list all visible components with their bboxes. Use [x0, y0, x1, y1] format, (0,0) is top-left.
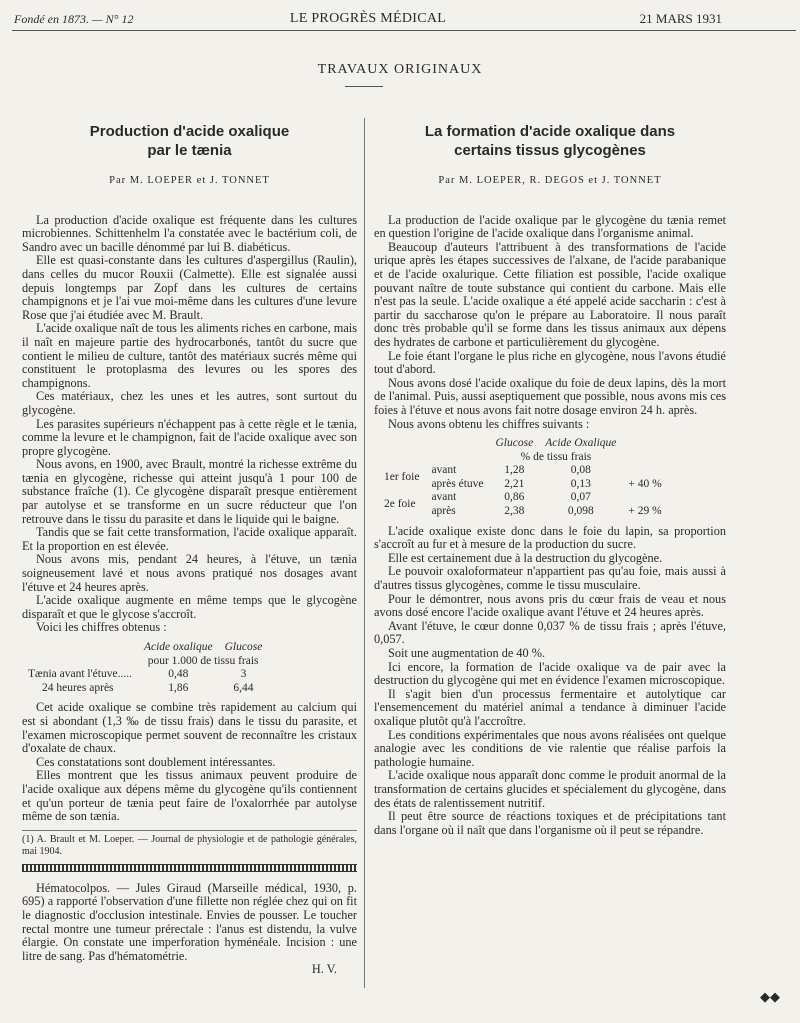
paragraph: L'acide oxalique nous apparaît donc comme le produit anormal de la transformation de certains glucides et spécialement du glycogène, dans des états de ralentissement nutritif. [374, 768, 726, 810]
table-row: 2e foie avant 0,86 0,07 [384, 491, 591, 511]
paragraph: Le foie étant l'organe le plus riche en glycogène, nous l'avons étudié tout d'abord. [374, 348, 726, 377]
paragraph: L'acide oxalique existe donc dans le foie du lapin, sa proportion s'accroît au fur et à mesure de la production du sucre. [374, 523, 726, 552]
table-row: après étuve 2,21 0,13 + 40 % [431, 477, 662, 490]
liver-results-table: Glucose Acide Oxalique % de tissu frais 1er foie avant 1,28 0,08 après étuve 2,21 0,13 + 40 % 2e foie avant 0,86 0,07 après 2,38 0,098 + 29 % [378, 437, 726, 519]
section-rule [345, 86, 383, 87]
header-rule [12, 30, 796, 31]
paragraph: Il peut être source de réactions toxiques et de précipitations tant dans l'organe où il naît que dans l'organisme où il peut se répandre. [374, 809, 726, 837]
taenia-results-table: Acide oxalique Glucose pour 1.000 de tissu frais Tænia avant l'étuve..... 0,48 3 24 heures après 1,86 6,44 [22, 641, 357, 695]
left-article-title: Production d'acide oxalique par le tænia [89, 123, 290, 159]
paragraph: Pour le démontrer, nous avons pris du cœur frais de veau et nous avons dosé encore l'acide oxalique avant l'étuve et 24 heures après. [374, 591, 726, 620]
paragraph: Il s'agit bien d'un processus fermentaire et autolytique car l'ensemencement du matériel animal a tendance à diminuer l'acide oxalique plutôt qu'à l'accroître. [374, 686, 726, 728]
paragraph: Ici encore, la formation de l'acide oxalique va de pair avec la destruction du glycogène qui met en évidence l'examen microscopique. [374, 659, 726, 688]
paragraph: Le pouvoir oxaloformateur n'appartient pas qu'au foie, mais aussi à d'autres tissus glycogènes, comme le tissu musculaire. [374, 564, 726, 593]
paragraph: La production d'acide oxalique est fréquente dans les cultures microbiennes. Schittenhelm l'a constatée avec le bactérium coli, de Sandro avec un bacille dénommé par lui B. diabéticus. [22, 212, 357, 254]
footnote: (1) A. Brault et M. Loeper. — Journal de physiologie et de pathologie générales, mai 1904. [22, 830, 357, 858]
hematocolpos-note: Hématocolpos. — Jules Giraud (Marseille médical, 1930, p. 695) a rapporté l'observation d'une fillette non réglée chez qui on fit le diagnostic d'occlusion intestinale. Envies de pousser. Le toucher rectal montre une tumeur prérectale : l'anus est distendu, la vulve élargie. On constate une imperforation hyménéale. Incision : une litre de sang. Pas d'hématométrie. [22, 880, 357, 963]
paragraph: Tandis que se fait cette transformation, l'acide oxalique apparaît. Et la proportion en est élevée. [22, 525, 357, 553]
paragraph: L'acide oxalique naît de tous les aliments riches en carbone, mais il naît en majeure partie des hydrocarbonés, tantôt du sucre que contient le milieu de culture, tantôt des matériaux sucrés même qui constituent le protoplasma des levures ou les spores des champignons. [22, 321, 357, 390]
table-row: 24 heures après 1,86 6,44 [42, 681, 254, 694]
journal-title: LE PROGRÈS MÉDICAL [289, 11, 447, 26]
left-article-authors: Par M. LOEPER et J. TONNET [109, 175, 270, 186]
note-signature: H. V. [311, 962, 337, 977]
paragraph: L'acide oxalique augmente en même temps que le glycogène disparaît et que le glycose s'accroît. [22, 593, 357, 621]
ornamental-divider [22, 864, 357, 872]
paragraph: Les parasites supérieurs n'échappent pas à cette règle et le tænia, comme la levure et le champignon, fait de l'acide oxalique avec son propre glycogène. [22, 416, 357, 458]
running-header [14, 10, 722, 30]
left-column [22, 118, 357, 977]
paragraph: Soit une augmentation de 40 %. [388, 646, 546, 660]
table-row: 1er foie avant 1,28 0,08 [384, 464, 591, 484]
paragraph: Avant l'étuve, le cœur donne 0,037 % de tissu frais ; après l'étuve, 0,057. [374, 618, 726, 647]
paragraph: Beaucoup d'auteurs l'attribuent à des transformations de l'acide urique après les étapes successives de l'alxane, de l'acide parabanique et de l'acide oxalurique. Cette filiation est possible, l'acide oxalique pouvant naître de toute substance qui contient du carbone. Mais elle n'est pas la seule. L'acide oxalique a été appelé acide saccharin : c'est à partir du saccharose qu'on le prépare au Laboratoire. Il nous paraît donc très probable qu'il se forme dans les tissus animaux aux dépens des hydrates de carbone et particulièrement du glycogène. [374, 239, 726, 349]
paragraph: Elle est certainement due à la destruction du glycogène. [388, 550, 663, 565]
paragraph: Nous avons obtenu les chiffres suivants : [388, 416, 590, 431]
paragraph: Les conditions expérimentales que nous avons réalisées ont quelque analogie avec les conditions de vie ralentie que réalise parfois la pathologie humaine. [374, 727, 726, 769]
paragraph: Ces constatations sont doublement intéressantes. [36, 754, 276, 769]
paragraph: Nous avons dosé l'acide oxalique du foie de deux lapins, dès la mort de l'animal. Puis, aussi aseptiquement que possible, nous avons mis ces foies à l'étuve et nous avons fait notre dosage environ 24 h. après. [374, 375, 726, 417]
section-title: TRAVAUX ORIGINAUX [317, 62, 483, 77]
paragraph: Voici les chiffres obtenus : [36, 620, 167, 635]
paragraph: La production de l'acide oxalique par le glycogène du tænia remet en question l'origine de l'acide oxalique dans l'organisme animal. [374, 212, 726, 241]
right-article-authors: Par M. LOEPER, R. DEGOS et J. TONNET [438, 175, 662, 186]
paragraph: Elle est quasi-constante dans les cultures d'aspergillus (Raulin), dans celles du mucor Rouxii (Calmette). Elle est signalée aussi depuis longtemps par Zopf dans les cultures de certains champignons et je l'ai vue moi-même dans les cultures d'une levure Rose que j'ai étudiée avec M. Brault. [22, 253, 357, 322]
table-row: après 2,38 0,098 + 29 % [431, 505, 662, 518]
right-article-title: La formation d'acide oxalique dans certains tissus glycogènes [424, 123, 676, 159]
paragraph: Nous avons mis, pendant 24 heures, à l'étuve, un tænia soigneusement lavé et nous avons pratiqué nos dosages avant l'étuve et 24 heures après. [22, 552, 357, 594]
end-ornament: ◆◆ [760, 989, 780, 1004]
paragraph: Cet acide oxalique se combine très rapidement au calcium qui est si abondant (1,3 ‰ de tissu frais) dans le tissu du parasite, et l'examen microscopique permet souvent de reconnaître les cristaux d'oxalate de chaux. [22, 700, 357, 756]
founded-issue: Fondé en 1873. — N° 12 [14, 12, 134, 26]
column-divider [364, 118, 365, 988]
right-column [374, 118, 726, 837]
paragraph: Elles montrent que les tissus animaux peuvent produire de l'acide oxalique aux dépens même du glycogène qu'ils contiennent et qu'un porteur de tænia peut faire de l'oxalorrhée par autolyse même de son tænia. [22, 768, 357, 824]
table-row: Tænia avant l'étuve..... 0,48 3 [28, 668, 247, 681]
issue-date: 21 MARS 1931 [639, 11, 722, 26]
paragraph: Nous avons, en 1900, avec Brault, montré la richesse extrême du tænia en glycogène, richesse qui atteint jusqu'à 1 pour 100 de substance fraîche (1). Ce glycogène disparaît presque entièrement par autolyse et se transforme en un sucre réducteur que l'on retrouve dans le tissu du parasite et dans le liquide qui le baigne. [22, 457, 357, 526]
paragraph: Ces matériaux, chez les unes et les autres, sont surtout du glycogène. [22, 389, 357, 417]
